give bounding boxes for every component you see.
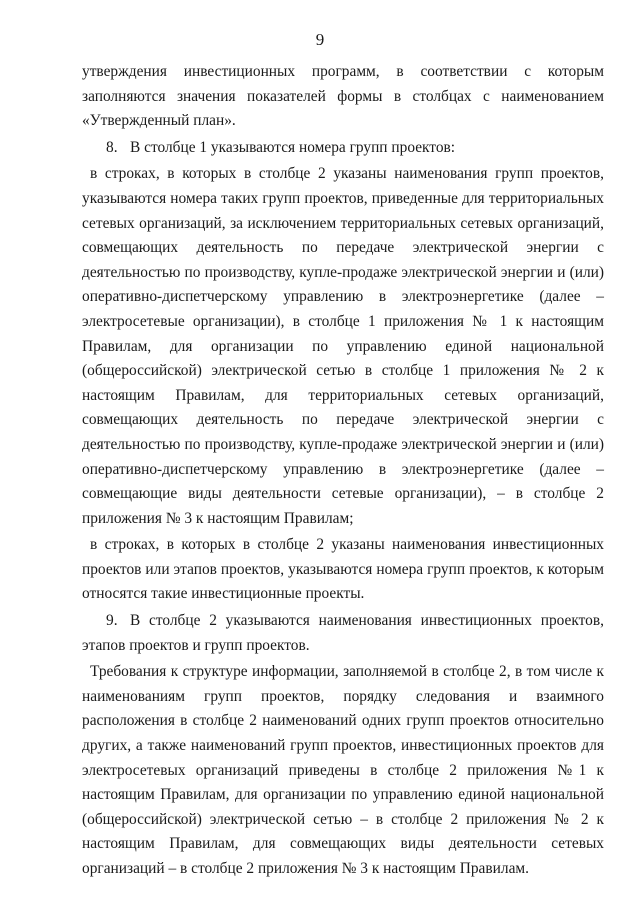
paragraph-project-rows: в строках, в которых в столбце 2 указаны наименования инвестиционных проектов или этапов проектов, указываются номера групп проектов, к которым относятся такие инвестиционные проекты. [82, 536, 604, 603]
document-body [82, 60, 604, 884]
item-9-number: 9. [106, 612, 118, 630]
paragraph-continuation: утверждения инвестиционных программ, в соответствии с которым заполняются значения показателей формы в столбцах с наименованием «Утвержденный план». [82, 63, 604, 130]
paragraph-requirements: Требования к структуре информации, заполняемой в столбце 2, в том числе к наименованиям групп проектов, порядку следования и взаимного расположения в столбце 2 наименований одних групп проектов относительно других, а также наименований групп проектов, инвестиционных проектов для электросетевых организаций приведены в столбце 2 приложения №1 к настоящим Правилам, для организации по управлению единой национальной (общероссийской) электрической сетью – в столбце 2 приложения № 2 к настоящим Правилам, для совмещающих виды деятельности сетевых организаций – в столбце 2 приложения № 3 к настоящим Правилам. [82, 663, 604, 877]
item-8-number: 8. [106, 138, 118, 156]
item-9 [82, 609, 604, 658]
item-8-text: В столбце 1 указываются номера групп проектов: [130, 138, 456, 156]
item-9-text: В столбце 2 указываются наименования инвестиционных проектов, этапов проектов и групп проектов. [82, 612, 604, 654]
paragraph-group-rows: в строках, в которых в столбце 2 указаны наименования групп проектов, указываются номера таких групп проектов, приведенные для территориальных сетевых организаций, за исключением территориальных сетевых организаций, совмещающих деятельность по передаче электрической энергии с деятельностью по производству, купле-продаже электрической энергии и (или) оперативно-диспетчерскому управлению в электроэнергетике (далее – электросетевые организации), в столбце 1 приложения № 1 к настоящим Правилам, для организации по управлению единой национальной (общероссийской) электрической сетью в столбце 1 приложения № 2 к настоящим Правилам, для территориальных сетевых организаций, совмещающих деятельность по передаче электрической энергии с деятельностью по производству, купле-продаже электрической энергии и (или) оперативно-диспетчерскому управлению в электроэнергетике (далее – совмещающие виды деятельности сетевые организации), – в столбце 2 приложения № 3 к настоящим Правилам; [82, 165, 604, 527]
item-8 [82, 136, 604, 161]
page-number: 9 [315, 30, 325, 49]
